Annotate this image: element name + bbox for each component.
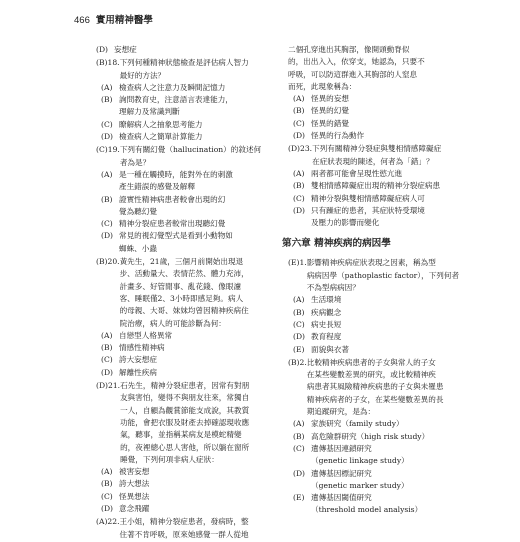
option-text — [119, 503, 272, 515]
answer-option — [96, 169, 272, 194]
question-line: 的，夜裡總心思人害他，所以躺在窗所 — [120, 442, 250, 452]
option-text — [311, 443, 464, 468]
option-line: 怪異的錯覺 — [311, 118, 349, 128]
question-stem — [288, 44, 464, 93]
option-line: 怪異想法 — [119, 491, 150, 501]
option-line: 遺傳基因標記研究 — [311, 468, 372, 478]
question-line: 精神疾病者的子女，在某些變數差異的長 — [306, 394, 444, 404]
question-line: 在某些變數差異的研究，或比較精神疾 — [306, 370, 436, 380]
question-text — [120, 380, 272, 466]
question-text — [120, 256, 272, 330]
option-text — [311, 431, 464, 443]
option-text — [119, 367, 272, 379]
answer-option — [288, 205, 464, 230]
option-line: 誇大妄想症 — [119, 355, 157, 365]
question-line: 影響精神疾病症狀表現之因素，稱為型 — [306, 258, 436, 268]
question-line: 功能，會把衣服及財產去掉確認現收應 — [120, 417, 250, 427]
question-line: 呼吸，可以防這群進入其胸部的人窒息 — [288, 69, 418, 79]
answer-option — [288, 319, 464, 331]
question-line: 步、活動量大、表情茫然、體力充沛， — [119, 269, 249, 279]
answer-option — [96, 466, 272, 478]
option-line: 檢查病人之注意力及瞬間記憶力 — [119, 82, 226, 92]
question-stem — [288, 357, 464, 418]
option-text — [311, 418, 464, 430]
option-label: (D) — [293, 468, 306, 478]
chapter-heading: 第六章 精神疾病的病因學 — [282, 238, 391, 250]
option-line: 遺傳基因連鎖研究 — [311, 443, 372, 453]
option-text — [119, 491, 272, 503]
option-text — [311, 193, 464, 205]
question-line: 睡覺，下列何項非病人症狀： — [120, 454, 219, 464]
question-item — [96, 57, 272, 143]
running-header — [74, 12, 153, 26]
answer-option — [288, 193, 464, 205]
answer-option — [288, 307, 464, 319]
question-item — [96, 380, 272, 515]
option-label: (D) — [101, 132, 114, 142]
question-list — [288, 257, 464, 516]
option-label: (A) — [293, 295, 305, 305]
option-text — [311, 118, 464, 130]
option-text — [119, 82, 272, 94]
question-text — [120, 57, 272, 82]
question-stem — [96, 516, 272, 541]
question-stem — [96, 57, 272, 82]
option-text — [119, 169, 272, 194]
option-line: 自戀型人格異常 — [119, 330, 173, 340]
answer-option — [96, 82, 272, 94]
answer-option — [96, 367, 272, 379]
option-text — [119, 466, 272, 478]
option-text — [119, 330, 272, 342]
option-text — [311, 307, 464, 319]
option-line: 解離性疾病 — [119, 367, 157, 377]
answer-option — [96, 119, 272, 131]
option-label: (A) — [101, 467, 113, 477]
question-text — [120, 144, 272, 169]
option-label: (A) — [101, 330, 113, 340]
answer-option — [288, 93, 464, 105]
option-line: 怪異的幻覺 — [311, 106, 349, 116]
option-line: 誇大想法 — [119, 479, 150, 489]
question-item — [96, 256, 272, 379]
option-label: (B) — [293, 181, 305, 191]
option-label: (E) — [293, 493, 305, 503]
option-line: 證實性精神病患者較會出現的幻 — [119, 194, 226, 204]
question-number: (A)22. — [96, 517, 120, 527]
option-label: (A) — [293, 419, 305, 429]
option-text — [311, 331, 464, 343]
option-line: 情感性精神病 — [119, 343, 165, 353]
question-stem — [96, 380, 272, 466]
option-label: (D) — [101, 503, 114, 513]
answer-option — [96, 194, 272, 219]
option-label: (E) — [293, 344, 305, 354]
question-item — [96, 44, 272, 56]
question-line: 病患者其風險精神疾病患的子女與未罹患 — [306, 382, 444, 392]
option-line: （threshold model analysis） — [311, 505, 423, 515]
question-number: (B)2. — [288, 357, 307, 367]
question-line: 黃先生，21歲，三個月前開始出現退 — [119, 257, 244, 267]
option-label: (D) — [293, 131, 306, 141]
answer-option — [288, 418, 464, 430]
answer-option — [96, 218, 272, 230]
question-line: 下列有關幻覺（hallucination）的敘述何 — [119, 145, 262, 155]
question-number: (D)21. — [96, 381, 121, 391]
question-number: (D)23. — [288, 144, 313, 154]
answer-option — [288, 468, 464, 493]
answer-option — [96, 230, 272, 255]
option-line: 產生錯誤的感覺及解釋 — [119, 182, 195, 192]
option-line: 精神分裂與雙相情感障礙症病人可 — [311, 193, 425, 203]
question-line: 下列有關精神分裂症與雙相情感障礙症 — [312, 144, 442, 154]
option-text — [311, 130, 464, 142]
book-title: 實用精神醫學 — [95, 15, 153, 26]
option-label: (B) — [293, 307, 305, 317]
question-list — [96, 44, 272, 541]
option-text — [119, 131, 272, 143]
option-line: 高危險群研究（high risk study） — [311, 431, 430, 441]
question-item — [288, 257, 464, 355]
answer-option — [96, 330, 272, 342]
answer-option — [288, 130, 464, 142]
question-list — [288, 44, 464, 229]
option-label: (B) — [101, 95, 113, 105]
question-line: 的，出出入入，依穿支，她認為，只要不 — [288, 57, 425, 67]
option-line: 家族研究（family study） — [311, 419, 404, 429]
option-line: （genetic marker study） — [311, 480, 409, 490]
option-line: 理解力及常識判斷 — [119, 107, 180, 117]
option-text — [311, 105, 464, 117]
question-text — [307, 257, 464, 294]
question-line: 不為型病病因？ — [306, 283, 360, 293]
question-text — [120, 516, 273, 541]
option-text — [119, 194, 272, 219]
answer-option — [288, 344, 464, 356]
option-line: 詢問教育史，注意語言表達能力， — [119, 95, 233, 105]
question-stem — [288, 143, 464, 168]
option-label: (C) — [293, 193, 305, 203]
option-text — [119, 119, 272, 131]
option-label: (C) — [101, 491, 113, 501]
question-line: 下列何種精神狀態檢查是評估病人智力 — [119, 58, 249, 68]
question-line: 比較精神疾病患者的子女與常人的子女 — [306, 357, 436, 367]
answer-option — [96, 478, 272, 490]
option-line: 檢查病人之簡單計算能力 — [119, 132, 203, 142]
answer-option — [288, 118, 464, 130]
answer-option — [96, 342, 272, 354]
question-stem — [96, 256, 272, 330]
question-line: 病病因學（pathoplastic factor），下列何者 — [306, 270, 460, 280]
option-line: 蜘蛛、小蟲 — [119, 243, 157, 253]
question-item — [288, 143, 464, 229]
option-text — [119, 218, 272, 230]
answer-option — [288, 492, 464, 517]
option-label: (C) — [101, 119, 113, 129]
option-text — [311, 180, 464, 192]
question-line: 住著不肯呼吸，原來她感覺一群人從地 — [119, 529, 249, 539]
answer-option — [96, 94, 272, 119]
option-line: 怪異的妄想 — [311, 94, 349, 104]
option-text — [311, 168, 464, 180]
answer-option — [96, 354, 272, 366]
question-stem — [96, 144, 272, 169]
answer-option — [288, 105, 464, 117]
question-item — [96, 144, 272, 255]
question-item — [288, 44, 464, 142]
question-line: 計畫多、好管閒事、亂花錢、像眼濾 — [119, 281, 242, 291]
option-line: 覺為聽幻覺 — [119, 206, 157, 216]
question-item — [96, 516, 272, 541]
question-line: 石先生，精神分裂症患者，因常有對朋 — [120, 381, 250, 391]
option-line: 病史長短 — [311, 319, 342, 329]
option-text — [311, 319, 464, 331]
question-number: (C)19. — [96, 145, 120, 155]
option-label: (B) — [101, 194, 113, 204]
option-text — [119, 94, 272, 119]
option-line: 遺傳基因閾值研究 — [311, 493, 372, 503]
option-label: (C) — [101, 219, 113, 229]
question-number: (B)20. — [96, 257, 120, 267]
page-number: 466 — [74, 15, 90, 26]
option-line: （genetic linkage study） — [311, 456, 409, 466]
option-label: (A) — [101, 169, 113, 179]
option-label: (C) — [293, 319, 305, 329]
option-text — [311, 492, 464, 517]
option-line: 教育程度 — [311, 332, 342, 342]
option-text — [114, 44, 272, 56]
option-line: 意念飛躍 — [119, 503, 150, 513]
question-text — [307, 357, 464, 418]
option-text — [119, 342, 272, 354]
option-label: (D) — [96, 45, 109, 54]
option-line: 生活環境 — [311, 295, 342, 305]
question-line: 者為是？ — [119, 157, 151, 167]
question-stem — [288, 257, 464, 294]
answer-option — [288, 180, 464, 192]
question-line: 客、睡眠僅2、3小時即感足夠。病人 — [119, 293, 244, 303]
option-line: 兩者都可能會呈現性慾亢進 — [311, 168, 403, 178]
option-label: (D) — [101, 231, 114, 241]
option-label: (D) — [293, 205, 306, 215]
answer-option — [96, 131, 272, 143]
option-label: (B) — [101, 479, 113, 489]
option-label: (C) — [293, 118, 305, 128]
answer-option — [288, 168, 464, 180]
question-line: 王小姐，精神分裂症患者，發病時，整 — [119, 517, 249, 527]
option-text — [311, 468, 464, 493]
answer-option — [96, 503, 272, 515]
option-line: 疾病觀念 — [311, 307, 342, 317]
question-line: 氣，聽事，並指稱某病友是模蛇精變 — [120, 430, 242, 440]
option-line: 妄想症 — [114, 45, 137, 54]
option-label: (D) — [293, 332, 306, 342]
question-text — [288, 44, 464, 93]
question-item — [288, 357, 464, 517]
option-text — [311, 93, 464, 105]
question-number: (B)18. — [96, 58, 120, 68]
question-line: 期追蹤研究，是為： — [306, 407, 376, 417]
option-line: 被害妄想 — [119, 467, 150, 477]
option-text — [119, 230, 272, 255]
option-label: (D) — [101, 367, 114, 377]
option-line: 是一種在觸摸時，能對外在的刺激 — [119, 169, 233, 179]
option-line: 及壓力的影響而變化 — [311, 218, 380, 228]
question-text — [312, 143, 464, 168]
answer-option — [96, 491, 272, 503]
right-column — [282, 44, 464, 518]
question-line: 的母親、大哥、妹妹均曾因精神疾病住 — [119, 306, 249, 316]
answer-option — [288, 294, 464, 306]
option-line: 面貌與衣著 — [311, 344, 349, 354]
question-line: 最好的方法？ — [119, 70, 166, 80]
option-line: 只有躁症的患者，其症狀特受環境 — [311, 205, 425, 215]
answer-option — [288, 443, 464, 468]
option-label: (B) — [101, 343, 113, 353]
option-label: (A) — [293, 168, 305, 178]
option-label: (C) — [293, 443, 305, 453]
question-line: 一人，自顧為觀賞節能支成說，其教質 — [120, 405, 250, 415]
answer-option — [288, 431, 464, 443]
answer-option — [96, 44, 272, 56]
option-label: (B) — [293, 106, 305, 116]
option-line: 精神分裂症患者較常出現聽幻覺 — [119, 219, 226, 229]
option-text — [311, 294, 464, 306]
left-column — [96, 44, 272, 542]
option-line: 雙相情感障礙症出現的精神分裂症病患 — [311, 181, 441, 191]
option-label: (B) — [293, 431, 305, 441]
question-line: 二個孔穿進出其胸部，像開頭動脊似 — [288, 45, 410, 54]
option-text — [119, 478, 272, 490]
question-line: 院治療，病人的可能診斷為何： — [119, 318, 226, 328]
answer-option — [288, 331, 464, 343]
question-line: 而死，此現象稱為： — [288, 81, 357, 91]
option-line: 怪異的行為動作 — [311, 131, 365, 141]
option-line: 瞭解病人之抽象思考能力 — [119, 119, 203, 129]
option-label: (A) — [101, 82, 113, 92]
option-label: (A) — [293, 94, 305, 104]
option-text — [119, 354, 272, 366]
option-line: 常見的視幻覺型式是看到小動物如 — [119, 231, 233, 241]
option-text — [311, 344, 464, 356]
question-line: 在症狀表現的陳述，何者為「錯」？ — [312, 156, 434, 166]
option-text — [311, 205, 464, 230]
option-label: (C) — [101, 355, 113, 365]
question-line: 友與害怕，變得不與朋友往來，常獨自 — [120, 393, 250, 403]
question-number: (E)1. — [288, 258, 307, 268]
